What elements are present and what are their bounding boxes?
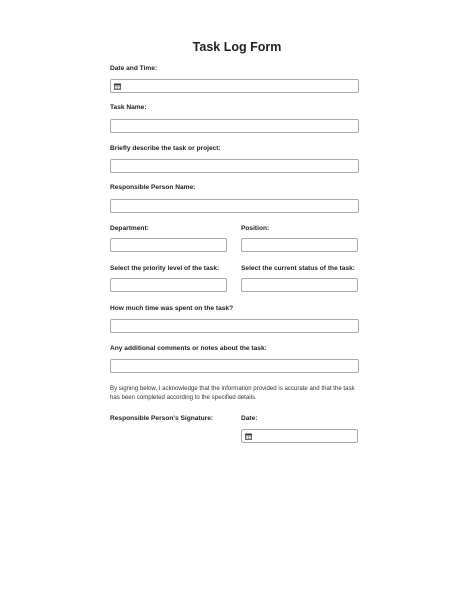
status-select[interactable] xyxy=(241,278,358,292)
priority-label: Select the priority level of the task: xyxy=(110,265,220,272)
time-spent-label: How much time was spent on the task? xyxy=(110,305,234,312)
form-title: Task Log Form xyxy=(192,40,282,54)
calendar-icon[interactable] xyxy=(245,433,252,440)
comments-label: Any additional comments or notes about the task: xyxy=(110,345,267,352)
task-name-input[interactable] xyxy=(110,119,359,133)
description-label: Briefly describe the task or project: xyxy=(110,145,221,152)
date-input[interactable] xyxy=(241,429,358,443)
date-time-input[interactable] xyxy=(110,79,359,93)
position-label: Position: xyxy=(241,225,270,232)
priority-select[interactable] xyxy=(110,278,227,292)
time-spent-input[interactable] xyxy=(110,319,359,333)
date-time-label: Date and Time: xyxy=(110,65,158,72)
acknowledgement-text: By signing below, I acknowledge that the information provided is accurate and that the task has been completed according to the specified details. xyxy=(110,385,355,401)
status-label: Select the current status of the task: xyxy=(241,265,355,272)
date-label: Date: xyxy=(241,415,258,422)
signature-label: Responsible Person's Signature: xyxy=(110,415,214,422)
calendar-icon[interactable] xyxy=(114,83,121,90)
department-input[interactable] xyxy=(110,238,227,252)
comments-input[interactable] xyxy=(110,359,359,373)
description-input[interactable] xyxy=(110,159,359,173)
responsible-person-input[interactable] xyxy=(110,199,359,213)
task-name-label: Task Name: xyxy=(110,104,147,111)
department-label: Department: xyxy=(110,225,149,232)
responsible-person-label: Responsible Person Name: xyxy=(110,184,196,191)
position-input[interactable] xyxy=(241,238,358,252)
